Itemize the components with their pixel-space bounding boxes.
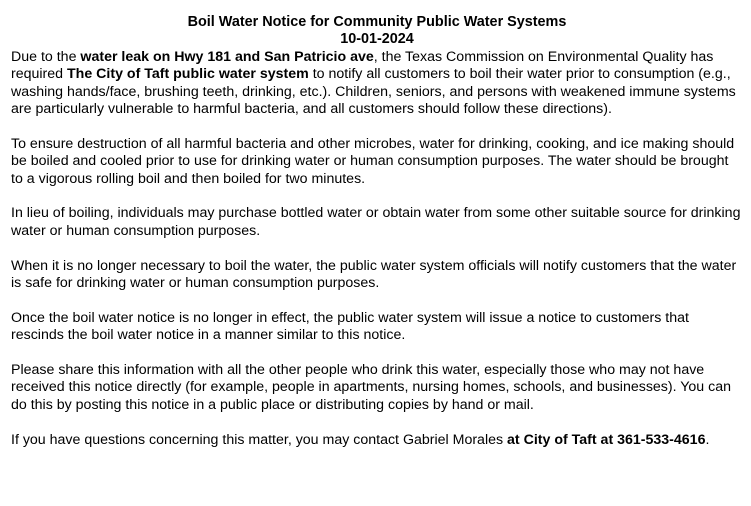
boil-water-notice (11, 14, 743, 466)
intro-text-2: , the Texas Commission on Environmental Quality has required (11, 48, 714, 83)
contact-phone: at City of Taft at 361-533-4616 (507, 431, 706, 448)
notice-paragraph-rescind-notify: When it is no longer necessary to boil the water, the public water system officials will notify customers that the water is safe for drinking water or human consumption purposes. (11, 257, 737, 292)
notice-paragraph-intro (11, 49, 743, 119)
notice-paragraph-share: Please share this information with all the other people who drink this water, especially those who may not have received this notice directly (for example, people in apartments, nursing homes, schools, and businesses). You can do this by posting this notice in a public place or distributing copies by hand or mail. (11, 362, 732, 413)
notice-paragraph-bottled-water: In lieu of boiling, individuals may purchase bottled water or obtain water from some other suitable source for drinking water or human consumption purposes. (11, 205, 741, 239)
notice-date: 10-01-2024 (340, 31, 414, 48)
notice-title: Boil Water Notice for Community Public Water Systems (187, 14, 567, 30)
intro-text-1: Due to the (11, 48, 81, 65)
notice-paragraph-boiling: To ensure destruction of all harmful bacteria and other microbes, water for drinking, cooking, and ice making should be boiled and cooled prior to use for drinking water or human consumption purposes. The water should be brought to a vigorous rolling boil and then boiled for two minutes. (11, 135, 735, 187)
notice-paragraph-contact (11, 432, 743, 449)
notice-paragraph-rescind-notice: Once the boil water notice is no longer in effect, the public water system will issue a notice to customers that rescinds the boil water notice in a manner similar to this notice. (11, 309, 689, 344)
leak-location: water leak on Hwy 181 and San Patricio ave (80, 48, 374, 65)
intro-text-3: to notify all customers to boil their water prior to consumption (e.g., washing hands/face, brushing teeth, drinking, etc.). Children, seniors, and persons with weakened immune systems are particularly vulnerable to harmful bacteria, and all customers should follow these directions). (11, 66, 736, 118)
contact-text-1: If you have questions concerning this matter, you may contact Gabriel Morales (11, 431, 508, 448)
water-system-name: The City of Taft public water system (67, 66, 309, 83)
contact-text-2: . (705, 431, 710, 448)
